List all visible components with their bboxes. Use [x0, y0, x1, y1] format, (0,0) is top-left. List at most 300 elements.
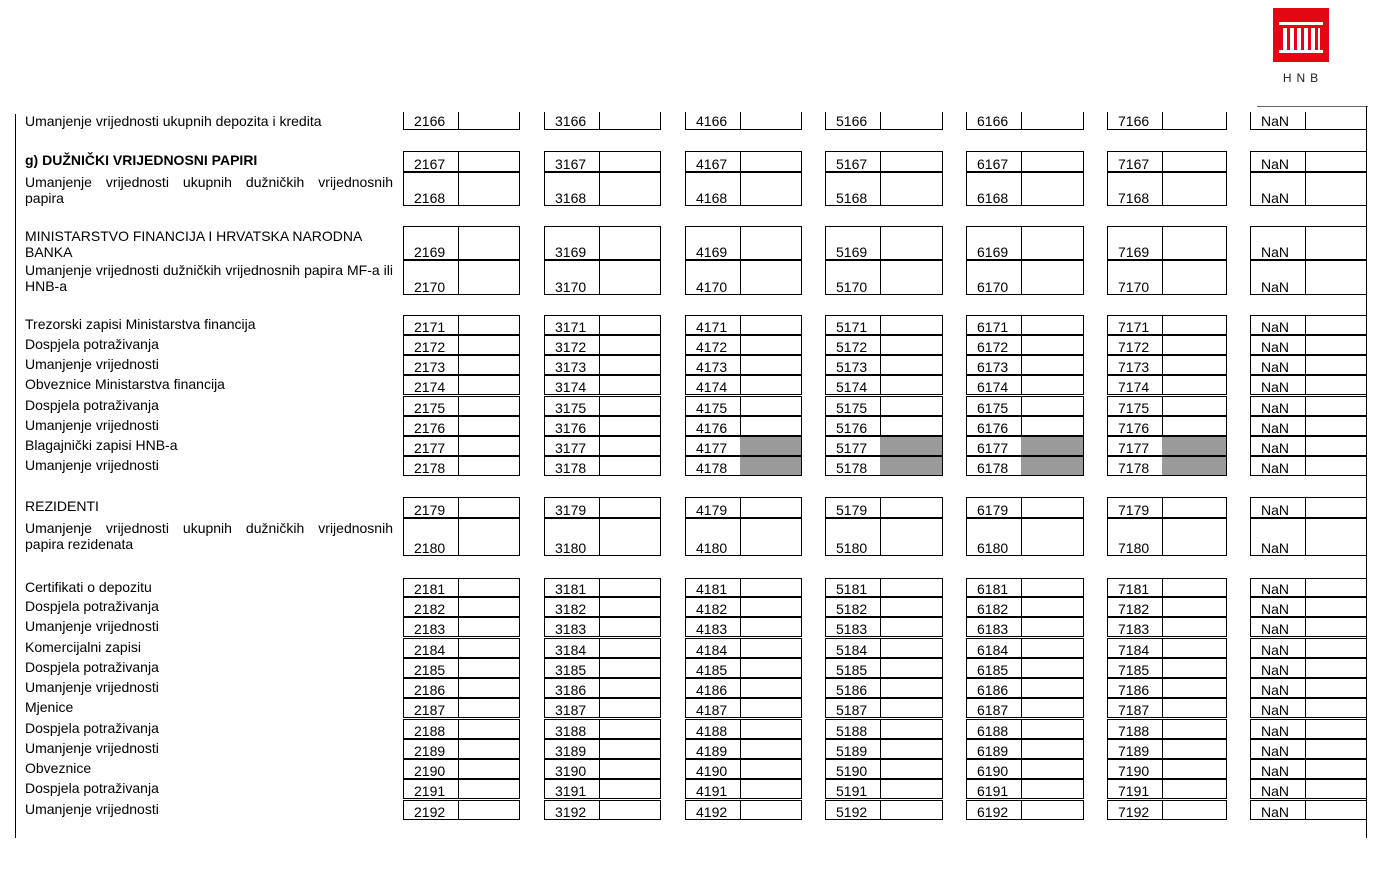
value-input[interactable] [599, 227, 600, 259]
value-input[interactable] [599, 457, 600, 475]
value-input[interactable] [1021, 659, 1022, 677]
code-cell[interactable] [1250, 436, 1367, 456]
value-input[interactable] [1021, 152, 1022, 171]
value-input[interactable] [1162, 679, 1163, 697]
value-input[interactable] [1305, 112, 1306, 129]
code-cell[interactable] [1107, 112, 1227, 130]
value-input[interactable] [458, 780, 459, 798]
value-input[interactable] [880, 598, 881, 616]
code-cell[interactable] [1107, 226, 1227, 260]
value-input[interactable] [1021, 498, 1022, 517]
code-cell[interactable] [403, 698, 520, 718]
code-cell[interactable] [544, 779, 661, 799]
code-cell[interactable] [825, 759, 943, 779]
value-input[interactable] [1021, 112, 1022, 129]
code-cell[interactable] [825, 678, 943, 698]
value-input[interactable] [880, 227, 881, 259]
code-cell[interactable] [403, 226, 520, 260]
code-cell[interactable] [825, 497, 943, 518]
value-input[interactable] [880, 801, 881, 819]
value-input[interactable] [880, 498, 881, 517]
code-cell[interactable] [544, 456, 661, 476]
value-input[interactable] [740, 173, 741, 205]
value-input[interactable] [1305, 720, 1306, 738]
code-cell[interactable] [685, 112, 802, 130]
code-cell[interactable] [685, 719, 802, 739]
code-cell[interactable] [1250, 260, 1367, 295]
value-input[interactable] [1021, 519, 1022, 555]
value-input[interactable] [1021, 356, 1022, 374]
value-input[interactable] [458, 227, 459, 259]
code-cell[interactable] [1107, 335, 1227, 355]
code-cell[interactable] [1107, 779, 1227, 799]
value-input[interactable] [1021, 699, 1022, 717]
value-input[interactable] [880, 417, 881, 435]
value-input[interactable] [458, 598, 459, 616]
value-input[interactable] [1305, 579, 1306, 596]
code-cell[interactable] [544, 759, 661, 779]
value-input[interactable] [1305, 417, 1306, 435]
code-cell[interactable] [1250, 638, 1367, 658]
value-input[interactable] [1305, 760, 1306, 778]
value-input[interactable] [880, 152, 881, 171]
code-cell[interactable] [825, 355, 943, 375]
code-cell[interactable] [825, 335, 943, 355]
value-input[interactable] [880, 261, 881, 294]
code-cell[interactable] [825, 260, 943, 295]
code-cell[interactable] [825, 375, 943, 395]
value-input[interactable] [740, 261, 741, 294]
code-cell[interactable] [403, 617, 520, 637]
code-cell[interactable] [685, 759, 802, 779]
code-cell[interactable] [403, 151, 520, 172]
code-cell[interactable] [685, 226, 802, 260]
code-cell[interactable] [403, 416, 520, 436]
value-input[interactable] [740, 740, 741, 758]
value-input[interactable] [458, 801, 459, 819]
code-cell[interactable] [544, 617, 661, 637]
code-cell[interactable] [544, 226, 661, 260]
value-input[interactable] [1021, 173, 1022, 205]
code-cell[interactable] [1250, 497, 1367, 518]
code-cell[interactable] [685, 658, 802, 678]
code-cell[interactable] [403, 456, 520, 476]
value-input[interactable] [1162, 173, 1163, 205]
value-input[interactable] [740, 336, 741, 354]
value-input[interactable] [1162, 376, 1163, 394]
code-cell[interactable] [544, 260, 661, 295]
code-cell[interactable] [1107, 800, 1227, 820]
value-input[interactable] [1162, 618, 1163, 636]
code-cell[interactable] [1107, 260, 1227, 295]
code-cell[interactable] [966, 456, 1084, 476]
value-input[interactable] [880, 397, 881, 415]
value-input[interactable] [880, 356, 881, 374]
code-cell[interactable] [966, 617, 1084, 637]
code-cell[interactable] [966, 597, 1084, 617]
code-cell[interactable] [403, 658, 520, 678]
code-cell[interactable] [403, 759, 520, 779]
value-input[interactable] [458, 579, 459, 596]
code-cell[interactable] [544, 658, 661, 678]
value-input[interactable] [1305, 376, 1306, 394]
value-input[interactable] [1021, 336, 1022, 354]
value-input[interactable] [740, 519, 741, 555]
code-cell[interactable] [966, 658, 1084, 678]
code-cell[interactable] [1250, 658, 1367, 678]
code-cell[interactable] [825, 172, 943, 206]
value-input[interactable] [1162, 760, 1163, 778]
code-cell[interactable] [825, 739, 943, 759]
value-input[interactable] [1305, 356, 1306, 374]
value-input[interactable] [1162, 261, 1163, 294]
code-cell[interactable] [544, 597, 661, 617]
code-cell[interactable] [966, 355, 1084, 375]
code-cell[interactable] [966, 759, 1084, 779]
code-cell[interactable] [825, 800, 943, 820]
value-input[interactable] [1021, 579, 1022, 596]
code-cell[interactable] [1107, 456, 1227, 476]
code-cell[interactable] [966, 172, 1084, 206]
code-cell[interactable] [966, 497, 1084, 518]
value-input[interactable] [1305, 316, 1306, 334]
code-cell[interactable] [685, 497, 802, 518]
code-cell[interactable] [544, 578, 661, 597]
code-cell[interactable] [1107, 578, 1227, 597]
value-input[interactable] [1162, 417, 1163, 435]
value-input[interactable] [599, 376, 600, 394]
code-cell[interactable] [685, 355, 802, 375]
value-input[interactable] [1162, 356, 1163, 374]
value-input[interactable] [880, 336, 881, 354]
value-input[interactable] [458, 679, 459, 697]
code-cell[interactable] [966, 800, 1084, 820]
code-cell[interactable] [1250, 416, 1367, 436]
value-input[interactable] [740, 376, 741, 394]
code-cell[interactable] [403, 396, 520, 416]
code-cell[interactable] [1250, 800, 1367, 820]
code-cell[interactable] [966, 396, 1084, 416]
value-input[interactable] [1162, 316, 1163, 334]
code-cell[interactable] [1250, 315, 1367, 335]
value-input[interactable] [1305, 639, 1306, 657]
value-input[interactable] [740, 316, 741, 334]
value-input[interactable] [880, 780, 881, 798]
code-cell[interactable] [825, 151, 943, 172]
value-input[interactable] [1305, 618, 1306, 636]
code-cell[interactable] [966, 335, 1084, 355]
code-cell[interactable] [1250, 355, 1367, 375]
value-input[interactable] [458, 336, 459, 354]
code-cell[interactable] [966, 112, 1084, 130]
code-cell[interactable] [685, 260, 802, 295]
code-cell[interactable] [685, 456, 802, 476]
code-cell[interactable] [825, 638, 943, 658]
code-cell[interactable] [403, 112, 520, 130]
value-input[interactable] [740, 579, 741, 596]
code-cell[interactable] [403, 518, 520, 556]
code-cell[interactable] [825, 226, 943, 260]
code-cell[interactable] [403, 436, 520, 456]
code-cell[interactable] [1250, 226, 1367, 260]
code-cell[interactable] [966, 226, 1084, 260]
value-input[interactable] [1162, 112, 1163, 129]
code-cell[interactable] [685, 335, 802, 355]
value-input[interactable] [1021, 780, 1022, 798]
value-input[interactable] [880, 376, 881, 394]
code-cell[interactable] [685, 638, 802, 658]
value-input[interactable] [1021, 679, 1022, 697]
value-input[interactable] [458, 356, 459, 374]
value-input[interactable] [458, 437, 459, 455]
code-cell[interactable] [403, 355, 520, 375]
code-cell[interactable] [403, 678, 520, 698]
code-cell[interactable] [544, 638, 661, 658]
value-input[interactable] [1305, 336, 1306, 354]
code-cell[interactable] [1250, 597, 1367, 617]
value-input[interactable] [1021, 801, 1022, 819]
value-input[interactable] [458, 417, 459, 435]
code-cell[interactable] [403, 800, 520, 820]
code-cell[interactable] [403, 719, 520, 739]
value-input[interactable] [1305, 173, 1306, 205]
value-input[interactable] [740, 639, 741, 657]
code-cell[interactable] [825, 416, 943, 436]
code-cell[interactable] [1107, 416, 1227, 436]
code-cell[interactable] [1107, 151, 1227, 172]
code-cell[interactable] [825, 436, 943, 456]
code-cell[interactable] [1250, 335, 1367, 355]
code-cell[interactable] [685, 151, 802, 172]
value-input[interactable] [880, 699, 881, 717]
value-input[interactable] [1021, 316, 1022, 334]
code-cell[interactable] [1107, 719, 1227, 739]
code-cell[interactable] [966, 719, 1084, 739]
code-cell[interactable] [825, 597, 943, 617]
code-cell[interactable] [403, 172, 520, 206]
code-cell[interactable] [1250, 396, 1367, 416]
code-cell[interactable] [966, 436, 1084, 456]
value-input[interactable] [599, 316, 600, 334]
code-cell[interactable] [685, 617, 802, 637]
value-input[interactable] [1162, 519, 1163, 555]
code-cell[interactable] [544, 315, 661, 335]
value-input[interactable] [599, 639, 600, 657]
value-input[interactable] [740, 498, 741, 517]
code-cell[interactable] [685, 375, 802, 395]
code-cell[interactable] [544, 739, 661, 759]
code-cell[interactable] [1250, 698, 1367, 718]
code-cell[interactable] [403, 779, 520, 799]
value-input[interactable] [599, 498, 600, 517]
value-input[interactable] [740, 598, 741, 616]
value-input[interactable] [1021, 227, 1022, 259]
value-input[interactable] [599, 780, 600, 798]
value-input[interactable] [1305, 780, 1306, 798]
code-cell[interactable] [1107, 698, 1227, 718]
code-cell[interactable] [1250, 112, 1367, 130]
code-cell[interactable] [1250, 678, 1367, 698]
value-input[interactable] [599, 618, 600, 636]
value-input[interactable] [1305, 397, 1306, 415]
value-input[interactable] [880, 173, 881, 205]
value-input[interactable] [1305, 801, 1306, 819]
value-input[interactable] [740, 356, 741, 374]
value-input[interactable] [1305, 498, 1306, 517]
code-cell[interactable] [1250, 578, 1367, 597]
value-input[interactable] [740, 720, 741, 738]
code-cell[interactable] [544, 416, 661, 436]
value-input[interactable] [1021, 720, 1022, 738]
code-cell[interactable] [544, 800, 661, 820]
code-cell[interactable] [966, 151, 1084, 172]
value-input[interactable] [740, 780, 741, 798]
code-cell[interactable] [1107, 638, 1227, 658]
code-cell[interactable] [825, 719, 943, 739]
code-cell[interactable] [544, 172, 661, 206]
code-cell[interactable] [403, 739, 520, 759]
value-input[interactable] [1162, 498, 1163, 517]
value-input[interactable] [740, 618, 741, 636]
value-input[interactable] [599, 659, 600, 677]
code-cell[interactable] [544, 436, 661, 456]
value-input[interactable] [458, 740, 459, 758]
value-input[interactable] [880, 639, 881, 657]
value-input[interactable] [1162, 659, 1163, 677]
value-input[interactable] [1162, 720, 1163, 738]
value-input[interactable] [740, 699, 741, 717]
value-input[interactable] [599, 336, 600, 354]
code-cell[interactable] [1107, 315, 1227, 335]
value-input[interactable] [458, 316, 459, 334]
value-input[interactable] [599, 760, 600, 778]
value-input[interactable] [599, 801, 600, 819]
value-input[interactable] [1162, 579, 1163, 596]
value-input[interactable] [1162, 227, 1163, 259]
value-input[interactable] [1305, 740, 1306, 758]
code-cell[interactable] [544, 719, 661, 739]
value-input[interactable] [1305, 152, 1306, 171]
value-input[interactable] [1021, 760, 1022, 778]
value-input[interactable] [599, 261, 600, 294]
value-input[interactable] [1021, 618, 1022, 636]
value-input[interactable] [1305, 261, 1306, 294]
value-input[interactable] [880, 618, 881, 636]
value-input[interactable] [1162, 780, 1163, 798]
code-cell[interactable] [966, 578, 1084, 597]
code-cell[interactable] [825, 779, 943, 799]
code-cell[interactable] [825, 456, 943, 476]
value-input[interactable] [1021, 397, 1022, 415]
code-cell[interactable] [1107, 617, 1227, 637]
value-input[interactable] [880, 112, 881, 129]
code-cell[interactable] [685, 315, 802, 335]
code-cell[interactable] [1107, 396, 1227, 416]
code-cell[interactable] [1107, 678, 1227, 698]
code-cell[interactable] [685, 396, 802, 416]
code-cell[interactable] [685, 597, 802, 617]
code-cell[interactable] [544, 355, 661, 375]
value-input[interactable] [458, 173, 459, 205]
code-cell[interactable] [825, 578, 943, 597]
value-input[interactable] [1162, 639, 1163, 657]
value-input[interactable] [1305, 659, 1306, 677]
value-input[interactable] [880, 316, 881, 334]
code-cell[interactable] [1107, 739, 1227, 759]
code-cell[interactable] [1107, 172, 1227, 206]
code-cell[interactable] [685, 800, 802, 820]
value-input[interactable] [740, 227, 741, 259]
value-input[interactable] [1305, 227, 1306, 259]
code-cell[interactable] [1250, 375, 1367, 395]
code-cell[interactable] [1107, 355, 1227, 375]
code-cell[interactable] [825, 698, 943, 718]
code-cell[interactable] [1250, 518, 1367, 556]
code-cell[interactable] [685, 578, 802, 597]
value-input[interactable] [599, 598, 600, 616]
value-input[interactable] [599, 720, 600, 738]
value-input[interactable] [1305, 457, 1306, 475]
code-cell[interactable] [966, 375, 1084, 395]
code-cell[interactable] [1250, 739, 1367, 759]
code-cell[interactable] [825, 315, 943, 335]
value-input[interactable] [1162, 397, 1163, 415]
code-cell[interactable] [825, 617, 943, 637]
code-cell[interactable] [685, 739, 802, 759]
code-cell[interactable] [966, 416, 1084, 436]
code-cell[interactable] [1107, 518, 1227, 556]
value-input[interactable] [880, 659, 881, 677]
code-cell[interactable] [544, 151, 661, 172]
value-input[interactable] [458, 152, 459, 171]
value-input[interactable] [740, 397, 741, 415]
value-input[interactable] [1162, 152, 1163, 171]
code-cell[interactable] [825, 658, 943, 678]
code-cell[interactable] [1107, 597, 1227, 617]
value-input[interactable] [1021, 740, 1022, 758]
code-cell[interactable] [966, 315, 1084, 335]
code-cell[interactable] [825, 112, 943, 130]
code-cell[interactable] [1250, 617, 1367, 637]
value-input[interactable] [740, 152, 741, 171]
code-cell[interactable] [1250, 779, 1367, 799]
value-input[interactable] [458, 112, 459, 129]
code-cell[interactable] [685, 172, 802, 206]
code-cell[interactable] [544, 518, 661, 556]
code-cell[interactable] [544, 698, 661, 718]
value-input[interactable] [458, 397, 459, 415]
code-cell[interactable] [685, 698, 802, 718]
value-input[interactable] [880, 679, 881, 697]
value-input[interactable] [880, 740, 881, 758]
value-input[interactable] [458, 261, 459, 294]
value-input[interactable] [740, 112, 741, 129]
code-cell[interactable] [403, 597, 520, 617]
code-cell[interactable] [1250, 719, 1367, 739]
code-cell[interactable] [685, 678, 802, 698]
value-input[interactable] [1162, 699, 1163, 717]
code-cell[interactable] [1107, 436, 1227, 456]
code-cell[interactable] [544, 396, 661, 416]
code-cell[interactable] [403, 315, 520, 335]
value-input[interactable] [1305, 598, 1306, 616]
value-input[interactable] [458, 457, 459, 475]
value-input[interactable] [740, 659, 741, 677]
value-input[interactable] [1305, 519, 1306, 555]
code-cell[interactable] [544, 112, 661, 130]
value-input[interactable] [1162, 740, 1163, 758]
code-cell[interactable] [966, 739, 1084, 759]
